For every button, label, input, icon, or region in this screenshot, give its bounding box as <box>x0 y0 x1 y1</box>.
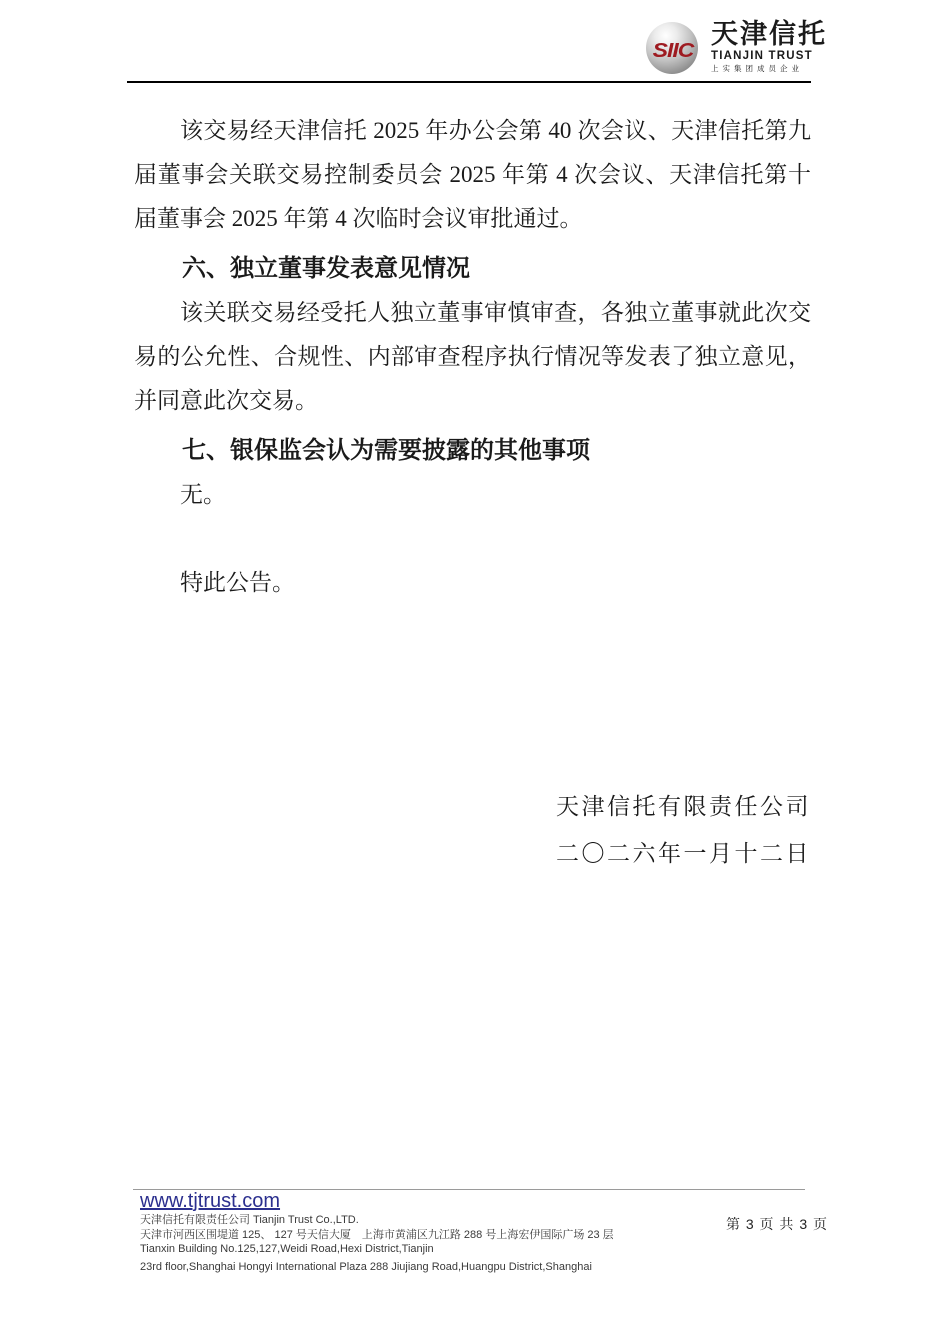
website-link[interactable]: www.tjtrust.com <box>140 1190 281 1212</box>
footer-company-line: 天津信托有限责任公司 Tianjin Trust Co.,LTD. <box>140 1214 359 1226</box>
heading-section-6: 六、独立董事发表意见情况 <box>182 255 470 282</box>
signature-date: 二〇二六年一月十二日 <box>556 841 811 866</box>
paragraph-independent-directors: 该关联交易经受托人独立董事审慎审查，各独立董事就此次交易的公允性、合规性、内部审查程序执行情况等发表了独立意见，并同意此次交易。 <box>134 300 811 413</box>
siic-wordmark: SIIC <box>652 38 694 62</box>
logo-tagline: 上实集团成员企业 <box>711 64 803 73</box>
logo-english-name: TIANJIN TRUST <box>711 50 813 62</box>
footer-address-en-shanghai: 23rd floor,Shanghai Hongyi International Plaza 288 Jiujiang Road,Huangpu District,Shanghai <box>140 1260 592 1273</box>
footer-address-en-tianjin: Tianxin Building No.125,127,Weidi Road,Hexi District,Tianjin <box>140 1243 434 1255</box>
closing-statement: 特此公告。 <box>180 570 295 595</box>
footer-address-block <box>140 1213 680 1274</box>
document-body <box>134 109 811 877</box>
logo-text-block <box>711 21 827 73</box>
page-indicator: 第 3 页 共 3 页 <box>725 1216 828 1232</box>
paragraph-none: 无。 <box>180 482 226 507</box>
paragraph-approval: 该交易经天津信托 2025 年办公会第 40 次会议、天津信托第九届董事会关联交易控制委员会 2025 年第 4 次会议、天津信托第十届董事会 2025 年第 4 次临时会议审批通过。 <box>134 118 811 231</box>
siic-globe-icon <box>646 22 702 78</box>
header-divider <box>127 81 811 83</box>
signature-block <box>134 783 811 877</box>
signature-company: 天津信托有限责任公司 <box>556 794 811 819</box>
company-logo <box>646 14 827 78</box>
heading-section-7: 七、银保监会认为需要披露的其他事项 <box>182 437 590 464</box>
logo-chinese-name: 天津信托 <box>711 19 827 49</box>
footer-address-cn: 天津市河西区围堤道 125、 127 号天信大厦 上海市黄浦区九江路 288 号上海宏伊国际广场 23 层 <box>140 1228 614 1241</box>
